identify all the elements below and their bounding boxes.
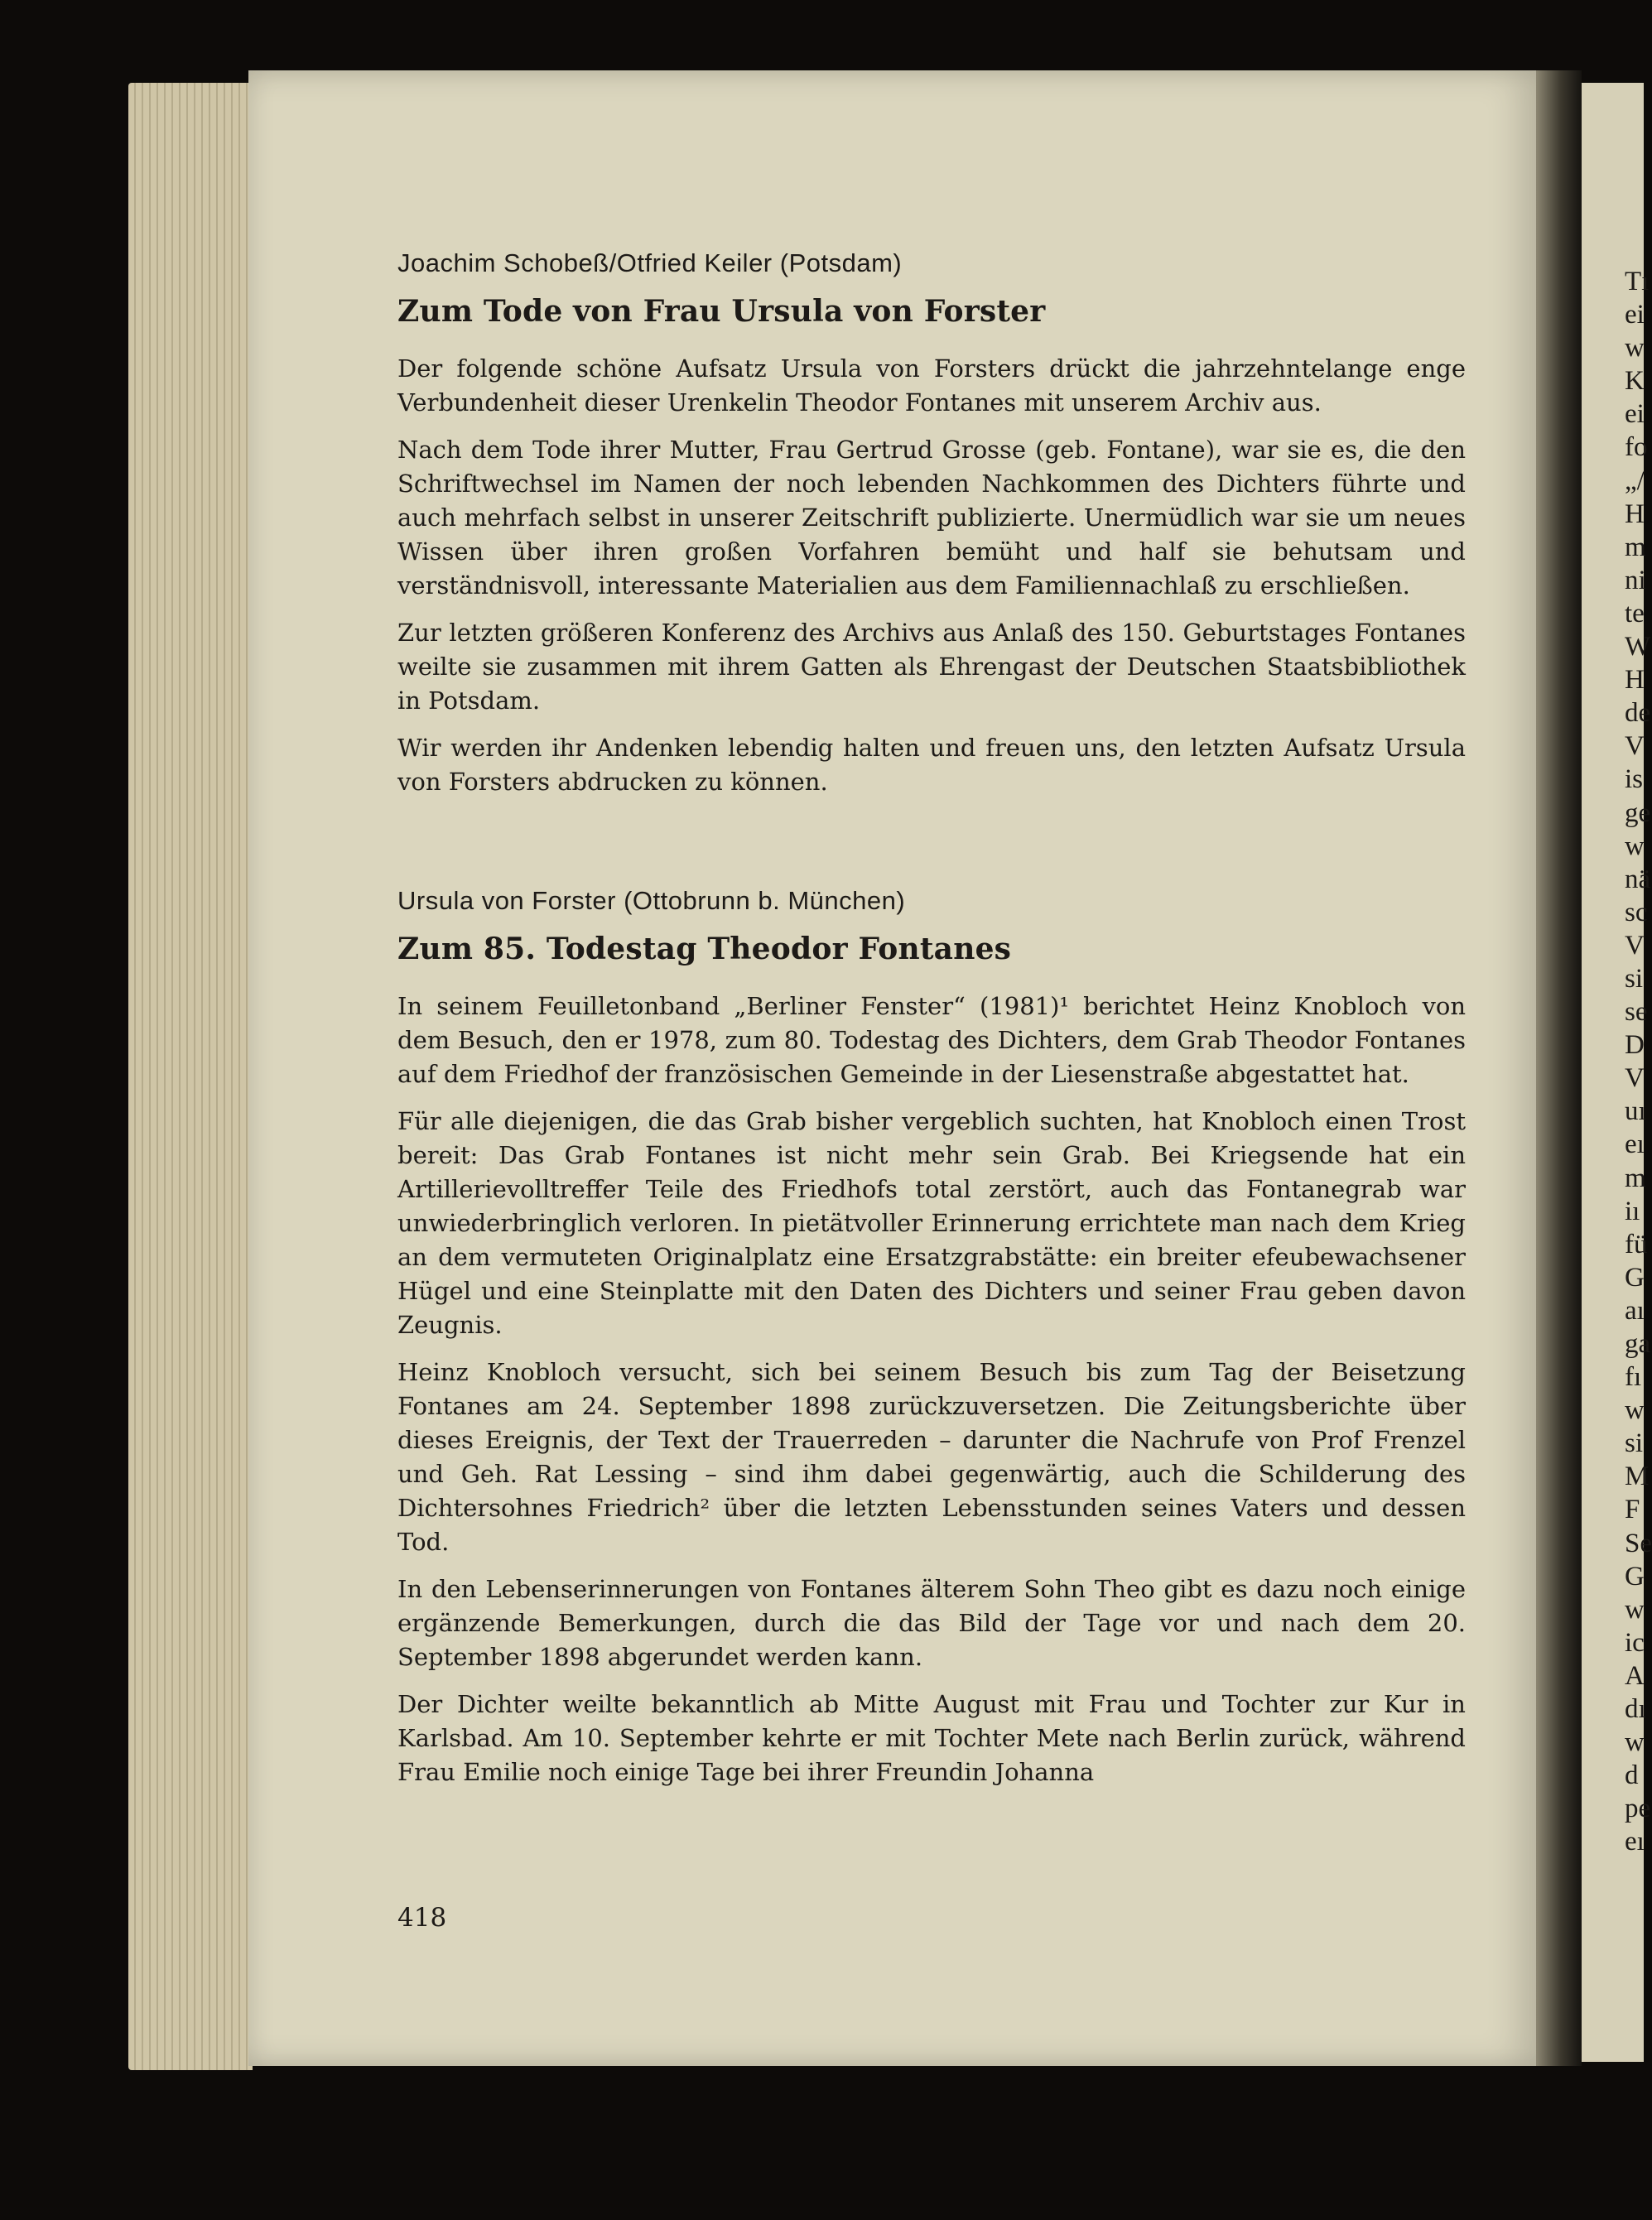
facing-page-line: ga [1625,1329,1651,1359]
facing-page-line: si [1625,1428,1644,1459]
facing-page-line: ge [1625,797,1651,828]
facing-page-line: nä [1625,864,1651,894]
page-number: 418 [397,1903,447,1933]
facing-page-line: V [1625,930,1645,961]
paragraph: Der folgende schöne Aufsatz Ursula von Forsters drückt die jahrzehntelange enge Verbundenheit dieser Urenkelin Theodor Fontanes mit unserem Archiv aus. [397,354,1466,417]
article-author: Ursula von Forster (Ottobrunn b. München) [397,886,906,915]
facing-page-line: se [1625,997,1648,1028]
facing-page-line: H [1625,665,1645,696]
facing-page-line: F [1625,1495,1640,1525]
facing-page-line: m [1625,1163,1646,1193]
page-edge-stack [128,83,253,2070]
facing-page-line: is [1625,764,1644,795]
facing-page-line: fı [1625,1362,1642,1393]
facing-page-line: ei [1625,300,1645,330]
facing-page-line: sc [1625,897,1648,927]
facing-page-line: ic [1625,1627,1645,1658]
facing-page-line: pe [1625,1794,1651,1824]
paragraph: Nach dem Tode ihrer Mutter, Frau Gertrud Grosse (geb. Fontane), war sie es, die den Schriftwechsel im Namen der noch lebenden Nachkommen des Dichters führte und auch mehrfach selbst in unserer Zeitschrift publizierte. Unermüdlich war sie um neues Wissen über ihren großen Vorfahren bemüht und half sie behutsam und verständnisvoll, interessante Materialien aus dem Familiennachlaß zu erschließen. [397,436,1466,600]
page-content [397,248,1466,1803]
facing-page-line: eı [1625,1827,1645,1857]
facing-page-line: eı [1625,1129,1645,1160]
facing-page-line: w [1625,831,1645,861]
facing-page-line: M [1625,1462,1650,1492]
book-gutter [1536,70,1582,2066]
paragraph: Zur letzten größeren Konferenz des Archivs aus Anlaß des 150. Geburtstages Fontanes weilte sie zusammen mit ihrem Gatten als Ehrengast der Deutschen Staatsbibliothek in Potsdam. [397,619,1466,715]
facing-page-line: iı [1625,1196,1640,1226]
facing-page-line: ei [1625,399,1645,430]
paragraph: In den Lebenserinnerungen von Fontanes älterem Sohn Theo gibt es dazu noch einige ergänzende Bemerkungen, durch die das Bild der Tage vor und nach dem 20. September 1898 abgerundet werden kann. [397,1575,1466,1671]
article-todestag [397,886,1466,1789]
paragraph: Für alle diejenigen, die das Grab bisher vergeblich suchten, hat Knobloch einen Trost bereit: Das Grab Fontanes ist nicht mehr sein Grab. Bei Kriegsende hat ein Artillerievolltreffer Teile des Friedhofs total zerstört, auch das Fontanegrab war unwiederbringlich verloren. In pietätvoller Erinnerung errichtete man nach dem Krieg an dem vermuteten Originalplatz eine Ersatzgrabstätte: ein breiter efeubewachsener Hügel und eine Steinplatte mit den Daten des Dichters und seiner Frau geben davon Zeugnis. [397,1107,1466,1339]
facing-page-line: „/ [1625,465,1645,496]
facing-page-line: V [1625,1063,1645,1094]
facing-page-line: m [1625,532,1646,562]
article-title: Zum Tode von Frau Ursula von Forster [397,294,1046,329]
facing-page-line: w [1625,1395,1645,1426]
facing-page-line: ni [1625,565,1646,595]
article-title: Zum 85. Todestag Theodor Fontanes [397,932,1012,966]
paragraph: In seinem Feuilletonband „Berliner Fenster“ (1981)¹ berichtet Heinz Knobloch von dem Besuch, den er 1978, zum 80. Todestag des Dichters, dem Grab Theodor Fontanes auf dem Friedhof der französischen Gemeinde in der Liesenstraße abgestattet hat. [397,992,1466,1088]
facing-page-line: w [1625,333,1645,364]
facing-page-line: G [1625,1561,1645,1592]
facing-page-line: A [1625,1660,1645,1691]
paragraph: Wir werden ihr Andenken lebendig halten und freuen uns, den letzten Aufsatz Ursula von Forsters abdrucken zu können. [397,734,1466,796]
article-author: Joachim Schobeß/Otfried Keiler (Potsdam) [397,248,903,277]
facing-page-line: si [1625,963,1644,994]
facing-page-line: V [1625,731,1645,762]
facing-page-line: de [1625,698,1651,729]
facing-page-line: K [1625,366,1645,397]
facing-page-line: w [1625,1594,1645,1625]
paragraph: Der Dichter weilte bekanntlich ab Mitte August mit Frau und Tochter zur Kur in Karlsbad. Am 10. September kehrte er mit Tochter Mete nach Berlin zurück, während Frau Emilie noch einige Tage bei ihrer Freundin Johanna [397,1690,1466,1786]
facing-page-line: H [1625,498,1645,529]
facing-page-line: dı [1625,1694,1646,1725]
facing-page-line: te [1625,598,1645,628]
facing-page-line: W [1625,632,1651,662]
paragraph: Heinz Knobloch versucht, sich bei seinem Besuch bis zum Tag der Beisetzung Fontanes am 24. September 1898 zurückzuversetzen. Die Zeitungsberichte über dieses Ereignis, der Text der Trauerreden – darunter die Nachrufe von Prof Frenzel und Geh. Rat Lessing – sind ihm dabei gegenwärtig, auch die Schilderung des Dichtersohnes Friedrich² über die letzten Lebensstunden seines Vaters und dessen Tod. [397,1358,1466,1556]
facing-page-line: Tı [1625,267,1650,296]
facing-page-line: aı [1625,1295,1645,1326]
facing-page-line: uı [1625,1096,1646,1127]
facing-page-line: fü [1625,1229,1648,1259]
facing-page-line: d [1625,1760,1639,1791]
facing-page-line: Se [1625,1528,1652,1558]
article-obituary [397,248,1466,799]
facing-page-line: fo [1625,432,1648,463]
facing-page-line: w [1625,1727,1645,1758]
facing-page [1582,83,1652,2062]
facing-page-line: G [1625,1262,1645,1293]
facing-page-line: D [1625,1030,1645,1061]
